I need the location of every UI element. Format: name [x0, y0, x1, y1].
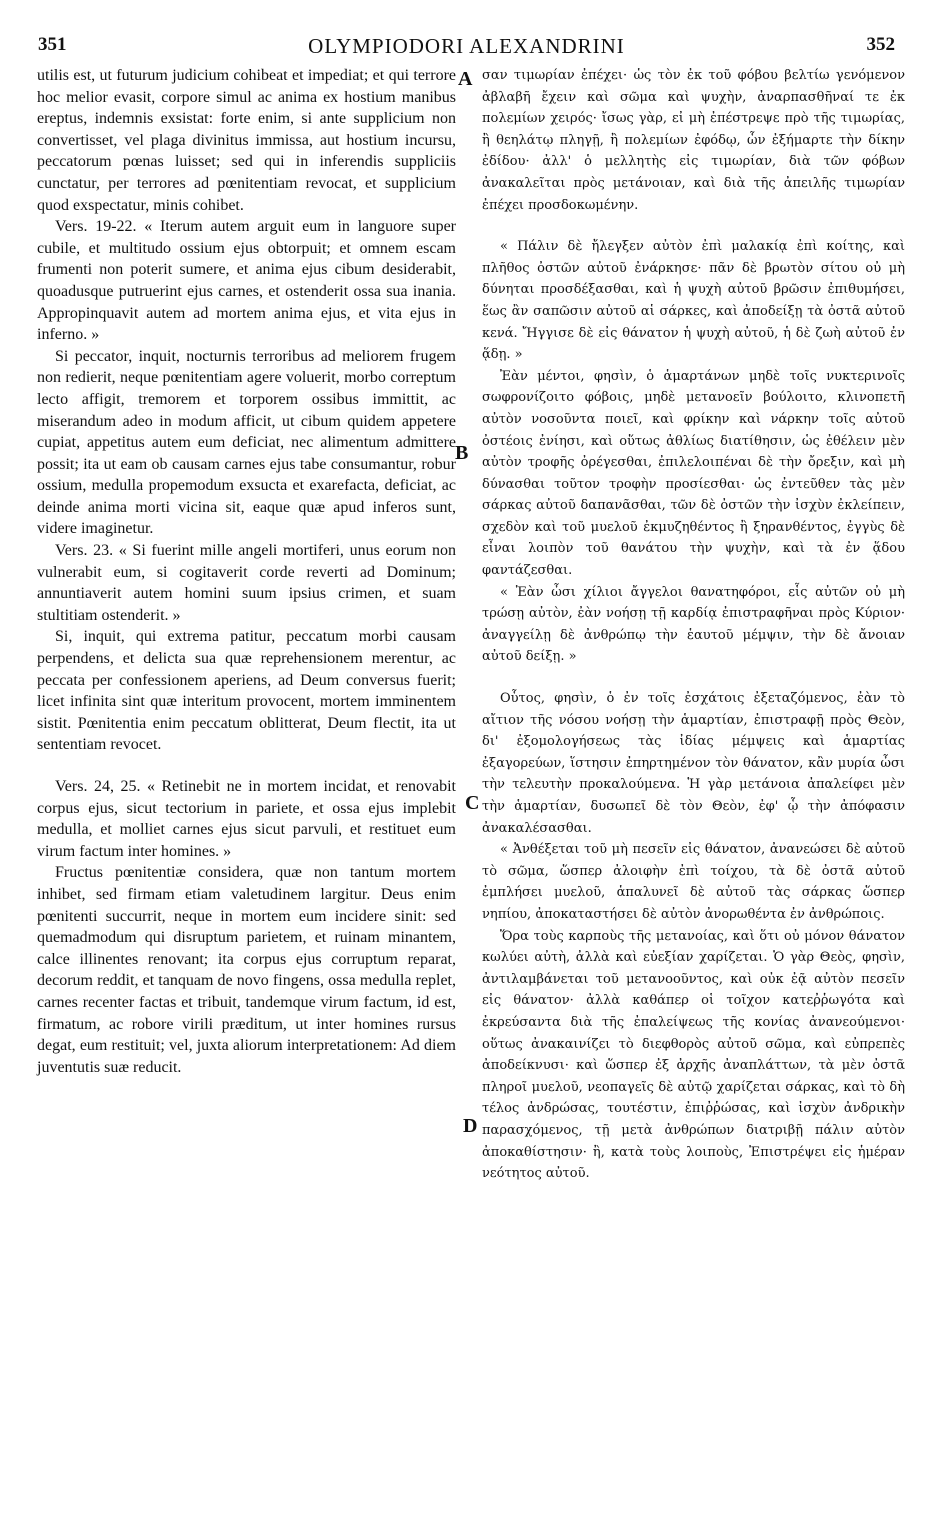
greek-paragraph: σαν τιμωρίαν ἐπέχει· ὡς τὸν ἐκ τοῦ φόβου βελτίω γενόμενον ἀβλαβῆ ἔχειν καὶ σῶμα καὶ ψυχὴν, ἀναρπασθῆναί τε ἐκ πολεμίων χειρός· ἴσως γὰρ, εἰ μὴ ἐπέστρεψε πρὸ τῆς τιμωρίας, ἢ θεηλάτῳ πληγῇ, ἢ πολεμίων ἐφόδῳ, ὧν ἐξήμαρτε τὴν δίκην ἐδίδου· ἀλλ' ὁ μελλητὴς εἰς τιμωρίαν, διὰ τῶν φόβων ἀνακαλεῖται πρὸς μετάνοιαν, καὶ διὰ τῆς ἀπειλῆς τιμωρίαν ἐπέχει προσδοκωμένην. — [482, 68, 905, 213]
page-number-right: 352 — [866, 34, 895, 55]
margin-marker-a: A — [458, 68, 473, 90]
greek-column — [482, 65, 905, 1185]
latin-paragraph: Fructus pœnitentiæ considera, quæ non tantum mortem inhibet, sed firmam etiam valetudinem largitur. Deus enim pœnitenti succurrit, neque in mortem eum incidere sinit: sed quemadmodum qui disruptum parietem, et ruinam minantem, calce illinentes renovant; ita corpus ejus corruptum reparat, decorum reddit, et tanquam de novo fingens, ossa medulla replet, carnes recenter factas et tribuit, tandemque virum factum, id est, firmatum, ac robore virili præditum, ut inter homines rursus degat, eum restituit; vel, juxta aliorum interpretationem: Ad diem juventutis suæ reducit. — [37, 864, 456, 1076]
latin-column — [37, 65, 456, 1078]
latin-verse-19-22: Vers. 19-22. « Iterum autem arguit eum in languore super cubile, et multitudo ossium ejus obtorpuit; et omnem escam frumenti non poterit sumere, et anima ejus cibum desiderabit, quoadusque putruerint ejus carnes, et ostenderit ossa sua inania. Appropinquavit autem ad mortem anima ejus, et vita ejus in inferno. » — [37, 218, 456, 344]
paragraph-gap — [482, 216, 905, 236]
paragraph-gap — [482, 668, 905, 688]
margin-marker-c: C — [465, 792, 480, 814]
latin-paragraph: utilis est, ut futurum judicium cohibeat et impediat; et qui terrore hoc melior evasit, corpore simul ac anima ex hostium manibus ereptus, indemnis exsistat: forte enim, si ante supplicium non convertisset, vel plaga divinitus immissa, aut hostium incursu, peccatorum pœnas luisset; sed qui in inferendis suppliciis cunctatur, per terrores ad pœnitentiam revocat, et supplicium quod exspectatur, minis cohibet. — [37, 67, 456, 214]
latin-paragraph: Si, inquit, qui extrema patitur, peccatum morbi causam perpendens, et delicta sua quæ reprehensionem merentur, ac peccata per confessionem aperiens, ad Deum conversus fuerit; licet infinita sint quæ interitum provocent, mortem imminentem sistit. Pœnitentia enim peccatum oblitterat, Deum flectit, ita ut sententiam revocet. — [37, 628, 456, 754]
page-header — [38, 34, 895, 62]
greek-verse-24-25: « Ἀνθέξεται τοῦ μὴ πεσεῖν εἰς θάνατον, ἀνανεώσει δὲ αὐτοῦ τὸ σῶμα, ὥσπερ ἀλοιφὴν ἐπὶ τοίχου, τὰ δὲ ὀστᾶ αὐτοῦ ἐμπλήσει μυελοῦ, ἁπαλυνεῖ δὲ αὐτοῦ τὰς σάρκας ὥσπερ νηπίου, ἀποκαταστήσει δὲ αὐτὸν ἀνορωθέντα ἐν ἀνθρώποις. — [482, 842, 905, 922]
greek-paragraph: Ἐὰν μέντοι, φησὶν, ὁ ἁμαρτάνων μηδὲ τοῖς νυκτερινοῖς σωφρονίζοιτο φόβοις, μηδὲ μετανοεῖν βούλοιτο, κλινοπετῆ αὐτὸν νοσοῦντα ποιεῖ, καὶ φρίκην καὶ νάρκην τοῖς αὐτοῦ ὀστέοις ἐνίησι, καὶ οὕτως ἀθλίως διατίθησιν, ὡς ἐθέλειν μὲν αὐτὸν τροφῆς ὀρέγεσθαι, ἐπιλελοιπέναι δὲ τὴν ὄρεξιν, καὶ μὴ δύνασθαι τοῦτον τροφὴν προσίεσθαι· ὡς ἐντεῦθεν τὰς μὲν σάρκας αὐτοῦ δαπανᾶσθαι, τῶν δὲ ὀστῶν τὴν ἰσχὺν ἐκλείπειν, σχεδὸν καὶ τοῦ μυελοῦ ἐκμυζηθέντος ἢ ξηρανθέντος, ἐγγὺς δὲ εἶναι λοιπὸν τοῦ θανάτου τὴν ψυχὴν, καὶ τὰ ἐν ᾅδου φαντάζεσθαι. — [482, 368, 905, 579]
margin-marker-b: B — [455, 442, 469, 464]
latin-verse-23: Vers. 23. « Si fuerint mille angeli mortiferi, unus eorum non vulnerabit eum, si cogitaverit corde reverti ad Dominum; annuntiaverit autem homini suum ipsius crimen, et suam stultitiam ostenderit. » — [37, 542, 456, 624]
paragraph-gap — [37, 756, 456, 776]
latin-paragraph: Si peccator, inquit, nocturnis terroribus ad meliorem frugem non redierit, neque pœnitentiam agere voluerit, morbo correptum lecto affigit, tremorem et torporem ossibus immittit, ac miserandum adeo in modum afficit, ut cibum quidem appetere cupiat, appetitus autem eum deficiat, nec alimentum admittere possit; ita ut eam ob causam carnes ejus tabe consumantur, robur ossium, medulla propemodum exsucta et exarefacta, deficiat, ac deinde anima morti vicina sit, eaque quæ apud inferos sunt, videre imaginetur. — [37, 347, 456, 538]
page-number-left: 351 — [38, 34, 67, 55]
greek-verse-19-22: « Πάλιν δὲ ἤλεγξεν αὐτὸν ἐπὶ μαλακίᾳ ἐπὶ κοίτης, καὶ πλῆθος ὀστῶν αὐτοῦ ἐνάρκησε· πᾶν δὲ βρωτὸν σίτου οὐ μὴ δύνηται προσδέξασθαι, καὶ ἡ ψυχὴ αὐτοῦ βρῶσιν ἐπιθυμήσει, ἕως ἂν σαπῶσιν αὐτοῦ αἱ σάρκες, καὶ ἀποδείξῃ τὰ ὀστᾶ αὐτοῦ κενά. Ἤγγισε δὲ εἰς θάνατον ἡ ψυχὴ αὐτοῦ, ἡ δὲ ζωὴ αὐτοῦ ἐν ᾅδῃ. » — [482, 239, 905, 363]
greek-paragraph: Ὅρα τοὺς καρποὺς τῆς μετανοίας, καὶ ὅτι οὐ μόνον θάνατον κωλύει αὐτὴ, ἀλλὰ καὶ εὐεξίαν χαρίζεται. Ὁ γὰρ Θεὸς, φησὶν, ἀντιλαμβάνεται τοῦ μετανοοῦντος, καὶ οὐκ ἐᾷ αὐτὸν πεσεῖν εἰς θάνατον· ἀλλὰ καθάπερ οἱ τοῖχον κατεῤῥωγότα καὶ ἐκρεύσαντα διὰ τῆς ἐπαλείψεως τῆς κονίας ἀνανεούμενοι· οὕτως ἀνακαινίζει τὸ διεφθορὸς αὐτοῦ σῶμα, καὶ εὐπρεπὲς ἀποδείκνυσι· καὶ ὥσπερ ἐξ ἀρχῆς ἀναπλάττων, τὰ μὲν ὀστᾶ πληροῖ μυελοῦ, νεοπαγεῖς δὲ αὐτῷ χαρίζεται σάρκας, καὶ τὸ δὴ τέλος ἀνδρώσας, τουτέστιν, ἐπιῤῥώσας, καὶ ἰσχὺν ἀνδρικὴν παρασχόμενος, τῇ μετὰ ἀνθρώπων διατριβῇ πάλιν αὐτὸν ἀποκαθίστησιν· ἢ, κατὰ τοὺς λοιποὺς, Ἐπιστρέψει εἰς ἡμέραν νεότητος αὐτοῦ. — [482, 928, 905, 1182]
greek-verse-23: « Ἐὰν ὦσι χίλιοι ἄγγελοι θανατηφόροι, εἷς αὐτῶν οὐ μὴ τρώσῃ αὐτὸν, ἐὰν νοήσῃ τῇ καρδίᾳ ἐπιστραφῆναι πρὸς Κύριον· ἀναγγείλῃ δὲ ἀνθρώπῳ τὴν ἑαυτοῦ μέμψιν, τὴν δὲ ἄνοιαν αὐτοῦ δείξῃ. » — [482, 584, 905, 665]
greek-paragraph: Οὗτος, φησὶν, ὁ ἐν τοῖς ἐσχάτοις ἐξεταζόμενος, ἐὰν τὸ αἴτιον τῆς νόσου νοήσῃ τὴν ἁμαρτίαν, ἐπιστραφῇ πρὸς Θεὸν, δι' ἐξομολογήσεως τὰς ἰδίας μέμψεις καὶ ἁμαρτίας ἐξαγορεύων, ἵστησιν ἐπηρτημένον τὸν θάνατον, κἂν μυρία ὦσι τὴν τελευτὴν προκαλούμενα. Ἡ γὰρ μετάνοια ἀπαλείφει μὲν τὴν ἁμαρτίαν, δυσωπεῖ δὲ τὸν Θεὸν, ἐφ' ᾧ τὴν ἀπόφασιν ἀνακαλέσασθαι. — [482, 691, 905, 836]
latin-verse-24-25: Vers. 24, 25. « Retinebit ne in mortem incidat, et renovabit corpus ejus, sicut tectorium in pariete, et ossa ejus implebit medulla, et molliet carnes ejus sicut parvuli, et restituet eum virum factum inter homines. » — [37, 778, 456, 860]
running-title: OLYMPIODORI ALEXANDRINI — [308, 34, 625, 58]
margin-marker-d: D — [463, 1115, 478, 1137]
